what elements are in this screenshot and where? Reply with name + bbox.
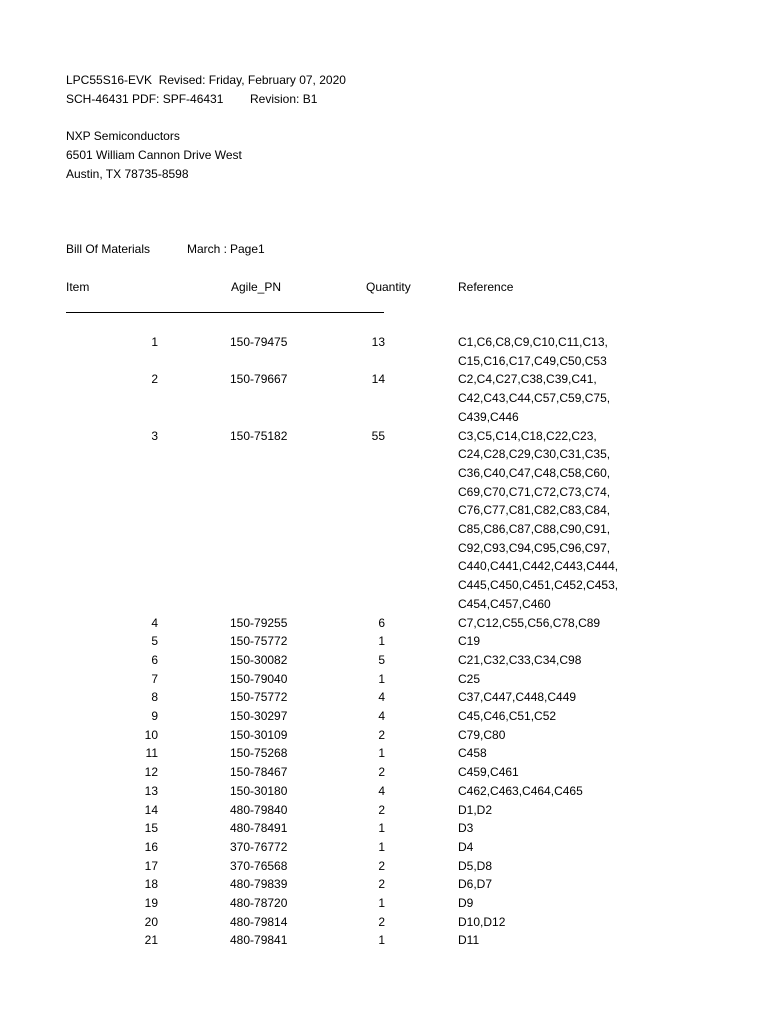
reference xyxy=(458,933,479,952)
agile-pn: 150-75772 xyxy=(230,634,288,649)
table-row xyxy=(0,672,700,691)
reference-line: C439,C446 xyxy=(458,409,519,424)
reference xyxy=(458,709,556,728)
table-row xyxy=(0,896,700,915)
table-row xyxy=(0,709,700,728)
quantity: 6 xyxy=(378,615,385,630)
reference-line: C85,C86,C87,C88,C90,C91, xyxy=(458,521,611,536)
agile-pn: 480-79841 xyxy=(230,933,288,948)
table-row xyxy=(0,877,700,896)
table-row xyxy=(0,859,700,878)
quantity: 1 xyxy=(378,839,385,854)
schematic-line: SCH-46431 PDF: SPF-46431 xyxy=(66,92,224,106)
agile-pn: 150-30109 xyxy=(230,727,288,742)
agile-pn: 150-79475 xyxy=(230,335,288,349)
reference-line: D10,D12 xyxy=(458,914,506,929)
agile-pn: 150-75268 xyxy=(230,746,288,761)
quantity: 1 xyxy=(378,746,385,761)
quantity: 4 xyxy=(378,709,385,723)
reference-line: C24,C28,C29,C30,C31,C35, xyxy=(458,447,611,462)
agile-pn: 150-75772 xyxy=(230,690,288,705)
reference-line: C37,C447,C448,C449 xyxy=(458,690,577,705)
quantity: 2 xyxy=(378,802,385,817)
reference xyxy=(458,690,576,709)
reference-line: D11 xyxy=(458,933,480,948)
item-number: 15 xyxy=(144,821,158,836)
quantity: 14 xyxy=(371,372,385,387)
reference xyxy=(458,728,505,747)
column-header-item: Item xyxy=(66,280,90,294)
item-number: 20 xyxy=(144,914,158,929)
reference-line: C454,C457,C460 xyxy=(458,596,551,611)
item-number: 19 xyxy=(144,896,158,910)
agile-pn: 150-30297 xyxy=(230,709,288,723)
reference-line: D6,D7 xyxy=(458,877,493,892)
item-number: 14 xyxy=(144,802,158,817)
quantity: 4 xyxy=(378,783,385,798)
table-row xyxy=(0,634,700,653)
agile-pn: 150-78467 xyxy=(230,765,288,780)
reference-line: C459,C461 xyxy=(458,765,519,780)
reference-line: C92,C93,C94,C95,C96,C97, xyxy=(458,540,611,555)
reference xyxy=(458,915,505,934)
quantity: 1 xyxy=(378,671,385,686)
quantity: 5 xyxy=(378,652,385,667)
reference-line: D5,D8 xyxy=(458,858,493,873)
agile-pn: 150-79255 xyxy=(230,615,288,630)
bom-title: Bill Of Materials xyxy=(66,242,151,256)
table-row xyxy=(0,372,700,424)
reference-line: C458 xyxy=(458,746,487,761)
reference-line: D9 xyxy=(458,896,474,910)
item-number: 12 xyxy=(144,765,158,780)
item-number: 21 xyxy=(144,933,158,948)
reference xyxy=(458,746,487,765)
reference xyxy=(458,765,519,784)
reference xyxy=(458,372,610,428)
quantity: 2 xyxy=(378,914,385,929)
agile-pn: 150-79040 xyxy=(230,671,288,686)
agile-pn: 480-78720 xyxy=(230,896,288,910)
bom-page: Page1 xyxy=(230,242,265,256)
reference xyxy=(458,821,473,840)
reference xyxy=(458,672,480,691)
item-number: 6 xyxy=(151,652,158,667)
table-row xyxy=(0,653,700,672)
quantity: 4 xyxy=(378,690,385,705)
item-number: 7 xyxy=(151,671,158,686)
reference-line: C445,C450,C451,C452,C453, xyxy=(458,578,619,592)
reference xyxy=(458,803,492,822)
reference xyxy=(458,429,618,616)
agile-pn: 480-79814 xyxy=(230,914,288,929)
agile-pn: 480-79839 xyxy=(230,877,288,892)
reference-line: C25 xyxy=(458,671,481,686)
reference-line: D1,D2 xyxy=(458,802,493,817)
reference-line: C45,C46,C51,C52 xyxy=(458,709,557,723)
item-number: 13 xyxy=(144,783,158,798)
address-line-1: 6501 William Cannon Drive West xyxy=(66,148,242,162)
reference-line: C440,C441,C442,C443,C444, xyxy=(458,559,619,574)
column-header-reference: Reference xyxy=(458,280,514,294)
agile-pn: 480-78491 xyxy=(230,821,288,836)
reference-line: C7,C12,C55,C56,C78,C89 xyxy=(458,615,601,630)
agile-pn: 480-79840 xyxy=(230,802,288,817)
quantity: 2 xyxy=(378,765,385,780)
agile-pn: 150-79667 xyxy=(230,372,288,387)
reference-line: C76,C77,C81,C82,C83,C84, xyxy=(458,503,611,518)
item-number: 4 xyxy=(151,615,158,630)
bom-date: March : xyxy=(187,242,228,256)
reference-line: C19 xyxy=(458,634,481,649)
reference-line: C1,C6,C8,C9,C10,C11,C13, xyxy=(458,335,608,349)
reference-line: D4 xyxy=(458,839,474,854)
reference-line: C2,C4,C27,C38,C39,C41, xyxy=(458,372,597,387)
reference xyxy=(458,840,473,859)
reference-line: C79,C80 xyxy=(458,727,506,742)
agile-pn: 370-76568 xyxy=(230,858,288,873)
reference xyxy=(458,653,581,672)
reference xyxy=(458,784,583,803)
board-revision-line: LPC55S16-EVK Revised: Friday, February 07, 2020 xyxy=(66,73,346,87)
reference xyxy=(458,634,480,653)
reference-line: C15,C16,C17,C49,C50,C53 xyxy=(458,353,607,368)
reference-line: C42,C43,C44,C57,C59,C75, xyxy=(458,391,611,406)
item-number: 17 xyxy=(144,858,158,873)
agile-pn: 150-30180 xyxy=(230,783,288,798)
reference-line: C3,C5,C14,C18,C22,C23, xyxy=(458,428,597,443)
item-number: 5 xyxy=(151,634,158,649)
item-number: 1 xyxy=(151,335,158,349)
quantity: 1 xyxy=(378,821,385,836)
address-line-2: Austin, TX 78735-8598 xyxy=(66,167,189,181)
quantity: 55 xyxy=(371,428,385,443)
table-row xyxy=(0,765,700,784)
column-header-agile-pn: Agile_PN xyxy=(231,280,282,294)
reference-line: C36,C40,C47,C48,C58,C60, xyxy=(458,465,611,480)
item-number: 10 xyxy=(144,727,158,742)
agile-pn: 150-75182 xyxy=(230,428,288,443)
table-row xyxy=(0,784,700,803)
quantity: 2 xyxy=(378,727,385,742)
quantity: 2 xyxy=(378,877,385,892)
quantity: 2 xyxy=(378,858,385,873)
item-number: 16 xyxy=(144,839,158,854)
reference xyxy=(458,896,473,915)
table-row xyxy=(0,616,700,635)
item-number: 9 xyxy=(151,709,158,723)
reference xyxy=(458,616,600,635)
reference-line: C21,C32,C33,C34,C98 xyxy=(458,652,582,667)
table-row xyxy=(0,728,700,747)
table-row xyxy=(0,933,700,952)
quantity: 13 xyxy=(371,335,385,349)
table-row xyxy=(0,821,700,840)
item-number: 8 xyxy=(151,690,158,705)
table-row xyxy=(0,803,700,822)
header-divider xyxy=(66,312,384,313)
table-row xyxy=(0,335,700,368)
quantity: 1 xyxy=(378,933,385,948)
reference xyxy=(458,335,608,372)
revision-label: Revision: B1 xyxy=(250,92,318,106)
quantity: 1 xyxy=(378,896,385,910)
item-number: 2 xyxy=(151,372,158,387)
table-row xyxy=(0,428,700,611)
quantity: 1 xyxy=(378,634,385,649)
item-number: 18 xyxy=(144,877,158,892)
item-number: 3 xyxy=(151,428,158,443)
agile-pn: 150-30082 xyxy=(230,652,288,667)
reference xyxy=(458,859,492,878)
table-row xyxy=(0,915,700,934)
item-number: 11 xyxy=(145,746,158,761)
reference xyxy=(458,877,492,896)
column-header-quantity: Quantity xyxy=(366,280,411,294)
table-row xyxy=(0,746,700,765)
company-name: NXP Semiconductors xyxy=(66,129,180,143)
table-row xyxy=(0,840,700,859)
reference-line: C462,C463,C464,C465 xyxy=(458,783,583,798)
table-row xyxy=(0,690,700,709)
reference-line: D3 xyxy=(458,821,474,836)
agile-pn: 370-76772 xyxy=(230,839,288,854)
reference-line: C69,C70,C71,C72,C73,C74, xyxy=(458,484,611,499)
